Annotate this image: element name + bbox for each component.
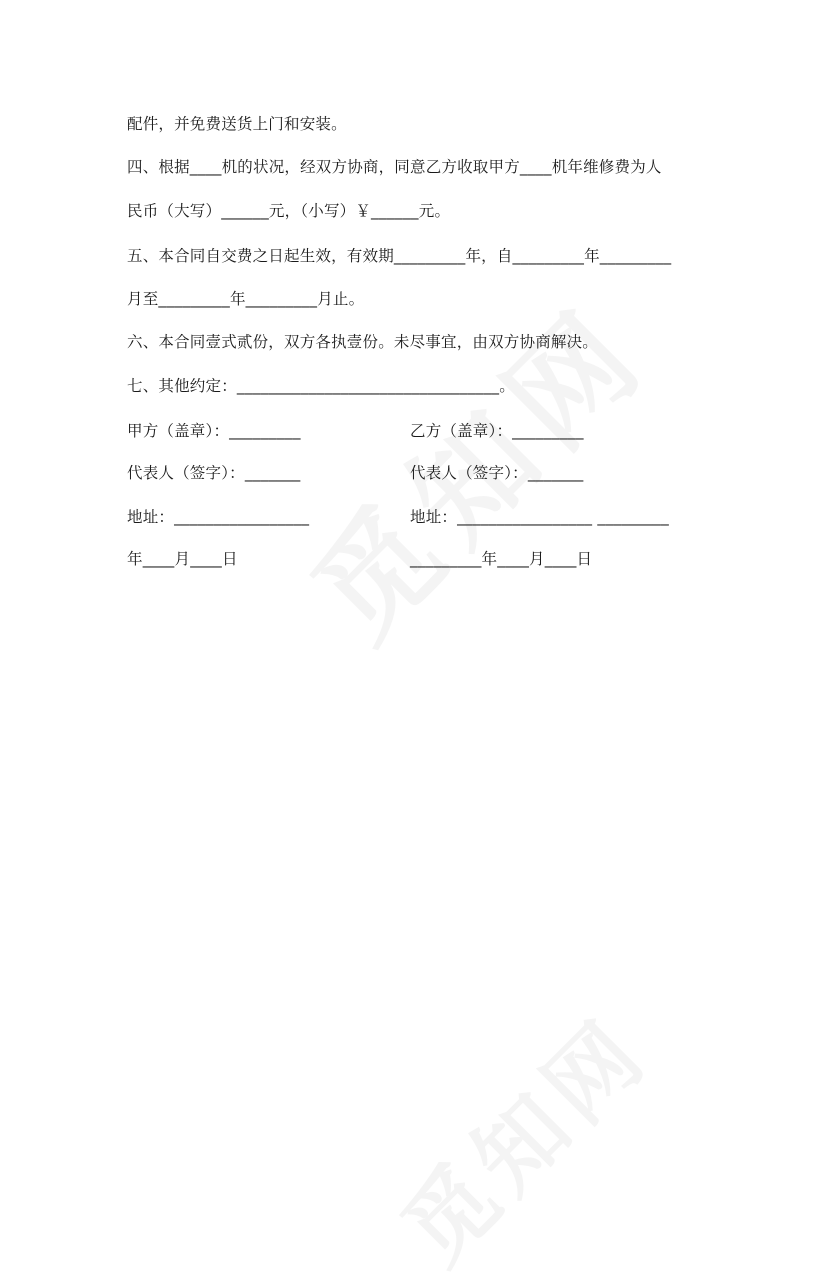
- party-a-seal: 甲方（盖章）：_________: [127, 422, 301, 440]
- watermark: [368, 983, 672, 1287]
- clause-line: 七、其他约定：_________________________________。: [127, 377, 515, 395]
- clause-line: 月至_________年_________月止。: [127, 290, 365, 308]
- party-b-seal: 乙方（盖章）：_________: [410, 422, 584, 440]
- clause-line: 四、根据____机的状况，经双方协商，同意乙方收取甲方____机年维修费为人: [127, 158, 662, 176]
- clause-line: 配件，并免费送货上门和安装。: [127, 115, 347, 133]
- party-a-date: 年____月____日: [127, 550, 238, 568]
- party-b-address: 地址：_________________ _________: [410, 508, 669, 526]
- party-a-address: 地址：_________________: [127, 508, 310, 526]
- party-b-representative: 代表人（签字）：_______: [410, 464, 584, 482]
- clause-line: 五、本合同自交费之日起生效，有效期_________年，自_________年_________: [127, 247, 672, 265]
- party-b-date: _________年____月____日: [410, 550, 593, 568]
- party-a-representative: 代表人（签字）：_______: [127, 464, 301, 482]
- clause-line: 六、本合同壹式贰份，双方各执壹份。未尽事宜，由双方协商解决。: [127, 333, 599, 351]
- clause-line: 民币（大写）______元，（小写）￥______元。: [127, 202, 451, 220]
